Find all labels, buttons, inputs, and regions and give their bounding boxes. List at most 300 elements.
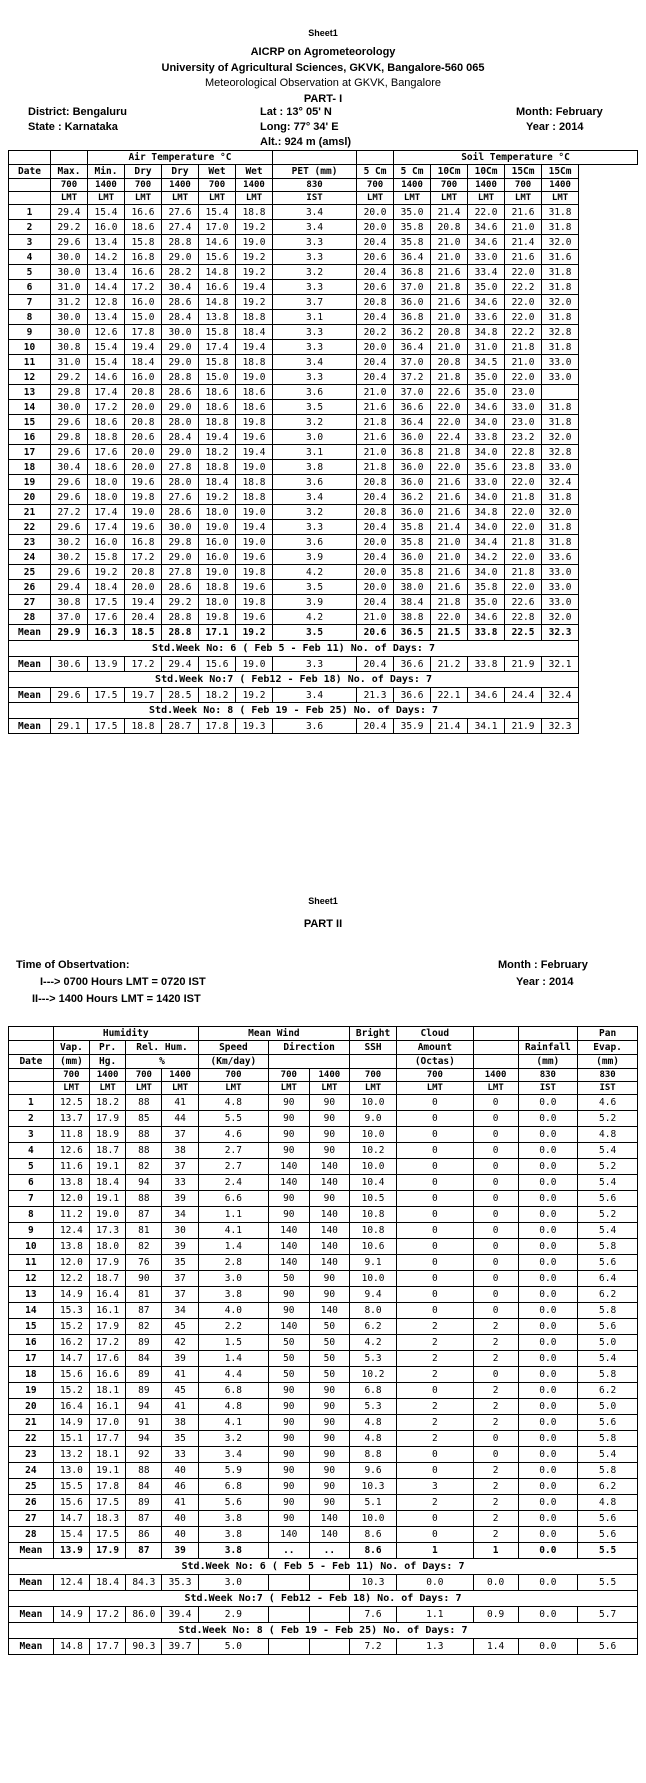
data-cell: 28.2 (162, 265, 199, 280)
data-cell: 2 (396, 1399, 473, 1415)
data-cell: 3.4 (198, 1447, 268, 1463)
std-week-mean-row (9, 1575, 638, 1591)
data-cell: 0 (396, 1463, 473, 1479)
data-cell: 31.0 (51, 355, 88, 370)
data-cell: 39 (162, 1191, 198, 1207)
data-cell: 140 (269, 1527, 310, 1543)
data-cell: 90 (269, 1431, 310, 1447)
lmt-cell: LMT (473, 1082, 518, 1095)
data-cell: 0.0 (518, 1271, 578, 1287)
data-cell: 20.8 (125, 565, 162, 580)
data-cell: 17.3 (90, 1223, 126, 1239)
data-cell: 0 (396, 1159, 473, 1175)
data-cell: 13.8 (199, 310, 236, 325)
data-cell: 0 (396, 1527, 473, 1543)
data-cell: 18.4 (125, 355, 162, 370)
data-cell: 27.2 (51, 505, 88, 520)
data-cell: 16.1 (90, 1399, 126, 1415)
data-cell: 19.8 (236, 565, 273, 580)
data-cell: 0.0 (518, 1191, 578, 1207)
data-cell: 15.4 (88, 355, 125, 370)
lmt-cell: LMT (125, 192, 162, 205)
date-cell: 16 (9, 430, 51, 445)
mean-cell: 36.5 (394, 625, 431, 641)
data-cell: 31.6 (542, 250, 579, 265)
date-cell: 17 (9, 1351, 54, 1367)
std-week-label-row (9, 672, 638, 688)
data-cell: 50 (269, 1351, 310, 1367)
data-cell: 20.4 (357, 355, 394, 370)
lmt-cell: LMT (198, 1082, 268, 1095)
date-cell: 28 (9, 1527, 54, 1543)
data-cell: 18.3 (90, 1511, 126, 1527)
data-cell: 3.4 (273, 490, 357, 505)
mean-cell: 36.6 (394, 688, 431, 703)
mean-cell: 21.2 (431, 657, 468, 672)
data-cell: 46 (162, 1479, 198, 1495)
data-cell: 90 (269, 1127, 310, 1143)
university-name: University of Agricultural Sciences, GKVK, Bangalore-560 065 (161, 62, 485, 74)
data-cell: 20.6 (357, 250, 394, 265)
mean-cell: 17.8 (199, 719, 236, 734)
data-cell: 0 (473, 1127, 518, 1143)
mean-cell: 35.3 (162, 1575, 198, 1591)
date-cell: 7 (9, 1191, 54, 1207)
data-cell: 28.8 (162, 370, 199, 385)
data-cell: 1.4 (198, 1239, 268, 1255)
data-cell: 28.6 (162, 505, 199, 520)
data-cell: 18.4 (199, 475, 236, 490)
data-cell: 3.9 (273, 595, 357, 610)
mean-label: Mean (9, 1543, 54, 1559)
data-cell: 18.7 (90, 1143, 126, 1159)
data-cell: 18.8 (236, 490, 273, 505)
data-cell: 6.8 (350, 1383, 397, 1399)
data-cell: 12.6 (88, 325, 125, 340)
data-cell: 17.8 (90, 1479, 126, 1495)
data-cell: 17.4 (88, 505, 125, 520)
data-cell: 8.8 (350, 1447, 397, 1463)
data-cell: 27.4 (162, 220, 199, 235)
column-header (9, 1041, 54, 1055)
lmt-cell: LMT (88, 192, 125, 205)
data-cell: 3.3 (273, 280, 357, 295)
data-cell: 22.0 (468, 205, 505, 220)
data-cell: 17.5 (90, 1527, 126, 1543)
mean-cell: 19.2 (236, 625, 273, 641)
data-cell: 17.9 (90, 1255, 126, 1271)
table-row (9, 295, 638, 310)
mean-cell: 21.4 (431, 719, 468, 734)
month-label: Month: February (516, 106, 603, 118)
data-cell: 29.6 (51, 490, 88, 505)
data-cell: 29.6 (51, 520, 88, 535)
mean-cell: 3.5 (273, 625, 357, 641)
table-row (9, 220, 638, 235)
data-cell: 12.5 (53, 1095, 89, 1111)
data-cell: 2 (473, 1527, 518, 1543)
data-cell: 36.4 (394, 250, 431, 265)
data-cell: 0.0 (518, 1207, 578, 1223)
data-cell: 22.0 (505, 295, 542, 310)
data-cell: 13.8 (53, 1175, 89, 1191)
data-cell: 28.8 (162, 610, 199, 625)
data-cell: 21.8 (505, 340, 542, 355)
data-cell: 16.0 (88, 535, 125, 550)
table-row (9, 415, 638, 430)
date-cell: 1 (9, 205, 51, 220)
data-cell: 33.0 (542, 355, 579, 370)
data-cell: 0 (396, 1287, 473, 1303)
data-cell: 0 (396, 1111, 473, 1127)
data-cell: 29.0 (162, 250, 199, 265)
data-cell: 140 (269, 1175, 310, 1191)
data-cell: 0 (396, 1175, 473, 1191)
column-header: 5 Cm (357, 165, 394, 179)
table-row (9, 1159, 638, 1175)
data-cell: 34.4 (468, 535, 505, 550)
mean-cell: 28.8 (162, 625, 199, 641)
column-header: Direction (269, 1041, 350, 1055)
data-cell: 5.3 (350, 1351, 397, 1367)
data-cell: 3.4 (273, 205, 357, 220)
std-week-mean-row (9, 1639, 638, 1655)
table-row (9, 340, 638, 355)
data-cell: 40 (162, 1527, 198, 1543)
data-cell: 19.4 (236, 340, 273, 355)
date-cell: 25 (9, 565, 51, 580)
data-cell: 3.3 (273, 250, 357, 265)
data-cell: 22.4 (431, 430, 468, 445)
data-cell: 35.8 (468, 580, 505, 595)
data-cell: 12.0 (53, 1191, 89, 1207)
data-cell: 16.0 (125, 370, 162, 385)
data-cell: 14.6 (88, 370, 125, 385)
data-cell: 35 (162, 1431, 198, 1447)
data-cell: 90 (126, 1271, 162, 1287)
data-cell: 31.8 (542, 520, 579, 535)
table-row (9, 1143, 638, 1159)
date-cell: 5 (9, 1159, 54, 1175)
data-cell: 30 (162, 1223, 198, 1239)
data-cell: 34.8 (468, 325, 505, 340)
data-cell: 20.0 (357, 205, 394, 220)
data-cell: 3.4 (273, 355, 357, 370)
column-header: Rainfall (518, 1041, 578, 1055)
data-cell: 22.0 (431, 460, 468, 475)
data-cell: 90 (269, 1303, 310, 1319)
mean-cell: 17.1 (199, 625, 236, 641)
table-row (9, 520, 638, 535)
data-cell: 20.4 (357, 265, 394, 280)
data-cell: 15.8 (199, 355, 236, 370)
data-cell: 23.0 (505, 415, 542, 430)
data-cell: 0 (473, 1431, 518, 1447)
data-cell: 1.1 (198, 1207, 268, 1223)
lmt-cell: LMT (350, 1082, 397, 1095)
data-cell: 15.8 (88, 550, 125, 565)
data-cell: 50 (309, 1319, 350, 1335)
data-cell: 20.0 (125, 445, 162, 460)
mean-label: Mean (9, 688, 51, 703)
data-cell: 16.1 (90, 1303, 126, 1319)
column-header-row (9, 165, 638, 179)
date-cell: 18 (9, 460, 51, 475)
data-cell: 19.2 (199, 490, 236, 505)
mean-cell: 17.5 (88, 688, 125, 703)
date-cell: 19 (9, 1383, 54, 1399)
data-cell: 21.0 (357, 385, 394, 400)
date-cell: 10 (9, 1239, 54, 1255)
data-cell: 35.0 (468, 385, 505, 400)
data-cell: 3 (396, 1479, 473, 1495)
time-cell: 700 (51, 179, 88, 192)
mean-cell: 3.8 (198, 1543, 268, 1559)
data-cell: 18.8 (199, 580, 236, 595)
data-cell: 10.0 (350, 1159, 397, 1175)
data-cell: 90 (309, 1191, 350, 1207)
data-cell: 140 (309, 1511, 350, 1527)
data-cell: 13.7 (53, 1111, 89, 1127)
data-cell: 6.4 (578, 1271, 638, 1287)
data-cell: 41 (162, 1095, 198, 1111)
data-cell: 19.0 (236, 505, 273, 520)
data-cell: 0.0 (518, 1303, 578, 1319)
mean-cell: 16.3 (88, 625, 125, 641)
data-cell: 28.0 (162, 475, 199, 490)
mean-cell: 19.2 (236, 688, 273, 703)
data-cell: 90 (309, 1495, 350, 1511)
data-cell: 5.4 (578, 1447, 638, 1463)
data-cell: 6.8 (198, 1383, 268, 1399)
data-cell: 17.9 (90, 1111, 126, 1127)
data-cell: 34.0 (468, 445, 505, 460)
data-cell: 50 (309, 1351, 350, 1367)
date-cell: 23 (9, 535, 51, 550)
date-cell: 27 (9, 595, 51, 610)
data-cell: 3.8 (198, 1511, 268, 1527)
data-cell: 5.4 (578, 1143, 638, 1159)
data-cell: 17.9 (90, 1319, 126, 1335)
data-cell: 30.2 (51, 550, 88, 565)
data-cell: 37.0 (394, 355, 431, 370)
table-row (9, 535, 638, 550)
data-cell: 88 (126, 1463, 162, 1479)
data-cell: 18.8 (236, 355, 273, 370)
data-cell: 140 (309, 1239, 350, 1255)
date-cell: 12 (9, 370, 51, 385)
table-row (9, 550, 638, 565)
column-unit: Hg. (90, 1055, 126, 1069)
column-header: Speed (198, 1041, 268, 1055)
data-cell: 28.6 (162, 580, 199, 595)
data-cell: 0 (473, 1447, 518, 1463)
data-cell: 2.2 (198, 1319, 268, 1335)
data-cell: 15.6 (53, 1367, 89, 1383)
data-cell: 18.8 (88, 430, 125, 445)
date-cell: 12 (9, 1271, 54, 1287)
data-cell: 15.6 (53, 1495, 89, 1511)
column-header-row (9, 1041, 638, 1055)
table-row (9, 310, 638, 325)
data-cell (542, 385, 579, 400)
data-cell: 5.6 (198, 1495, 268, 1511)
data-cell: 18.0 (88, 490, 125, 505)
date-cell: 24 (9, 550, 51, 565)
data-cell: 76 (126, 1255, 162, 1271)
data-cell: 20.4 (357, 550, 394, 565)
data-cell: 36.8 (394, 310, 431, 325)
table-row (9, 1495, 638, 1511)
data-cell: 22.0 (431, 400, 468, 415)
data-cell: 32.8 (542, 445, 579, 460)
mean-cell: 0.0 (518, 1639, 578, 1655)
year-label-2: Year : 2014 (516, 976, 574, 988)
data-cell: 14.4 (88, 280, 125, 295)
data-cell: 0.0 (518, 1495, 578, 1511)
data-cell: 90 (269, 1287, 310, 1303)
mean-cell: 39.4 (162, 1607, 198, 1623)
data-cell: 140 (309, 1207, 350, 1223)
data-cell: 32.0 (542, 505, 579, 520)
data-cell: 30.0 (51, 400, 88, 415)
column-header: 5 Cm (394, 165, 431, 179)
data-cell: 16.0 (199, 550, 236, 565)
data-cell: 17.4 (199, 340, 236, 355)
data-cell: 4.1 (198, 1223, 268, 1239)
table-row (9, 460, 638, 475)
mean-cell: 5.0 (198, 1639, 268, 1655)
column-header: Max. (51, 165, 88, 179)
data-cell: 19.4 (125, 595, 162, 610)
header-blank (473, 1027, 518, 1041)
data-cell: 18.1 (90, 1383, 126, 1399)
table-row (9, 1367, 638, 1383)
data-cell: 27.6 (162, 205, 199, 220)
data-cell: 5.8 (578, 1303, 638, 1319)
table-row (9, 475, 638, 490)
data-cell: 0.0 (518, 1127, 578, 1143)
data-cell: 3.5 (273, 400, 357, 415)
data-cell: 89 (126, 1335, 162, 1351)
data-cell: 4.8 (198, 1095, 268, 1111)
data-cell: 3.3 (273, 340, 357, 355)
data-cell: 21.8 (431, 370, 468, 385)
data-cell: 10.3 (350, 1479, 397, 1495)
table-row (9, 1239, 638, 1255)
time-cell: 1400 (88, 179, 125, 192)
data-cell: 3.8 (198, 1287, 268, 1303)
data-cell: 90 (269, 1095, 310, 1111)
data-cell: 16.2 (53, 1335, 89, 1351)
data-cell: 21.8 (357, 460, 394, 475)
data-cell: 4.4 (198, 1367, 268, 1383)
data-cell: 18.7 (90, 1271, 126, 1287)
data-cell: 20.4 (357, 310, 394, 325)
mean-cell: 1 (473, 1543, 518, 1559)
mean-cell: 20.4 (357, 719, 394, 734)
data-cell: 38.0 (394, 580, 431, 595)
data-cell: 22.0 (505, 370, 542, 385)
data-cell: 21.8 (505, 490, 542, 505)
data-cell: 30.4 (51, 460, 88, 475)
table-row (9, 205, 638, 220)
time-cell: 700 (350, 1069, 397, 1082)
data-cell: 14.8 (199, 265, 236, 280)
mean-cell: 5.5 (578, 1543, 638, 1559)
data-cell: 3.1 (273, 445, 357, 460)
mean-cell: 29.6 (51, 688, 88, 703)
data-cell: 16.6 (90, 1367, 126, 1383)
date-cell: 13 (9, 1287, 54, 1303)
data-cell: 21.0 (505, 355, 542, 370)
data-cell: 18.8 (236, 310, 273, 325)
data-cell: 13.4 (88, 265, 125, 280)
date-cell: 24 (9, 1463, 54, 1479)
data-cell: 35.8 (394, 565, 431, 580)
data-cell: 20.4 (357, 595, 394, 610)
mean-cell: 39 (162, 1543, 198, 1559)
data-cell: 15.4 (53, 1527, 89, 1543)
data-cell: 18.6 (236, 400, 273, 415)
data-cell: 30.8 (51, 340, 88, 355)
data-cell: 50 (269, 1367, 310, 1383)
data-cell: 4.1 (198, 1415, 268, 1431)
data-cell: 5.6 (578, 1415, 638, 1431)
data-cell: 90 (269, 1479, 310, 1495)
data-cell: 4.8 (350, 1431, 397, 1447)
data-cell: 87 (126, 1303, 162, 1319)
data-cell: 17.8 (125, 325, 162, 340)
data-cell: 14.2 (88, 250, 125, 265)
data-cell: 18.2 (90, 1095, 126, 1111)
data-cell: 18.6 (236, 385, 273, 400)
data-cell: 3.3 (273, 325, 357, 340)
data-cell: 10.5 (350, 1191, 397, 1207)
data-cell: 39 (162, 1239, 198, 1255)
mean-cell (309, 1639, 350, 1655)
data-cell: 12.8 (88, 295, 125, 310)
data-cell: 0.0 (518, 1335, 578, 1351)
column-header: Dry (125, 165, 162, 179)
date-cell: 8 (9, 1207, 54, 1223)
data-cell: 3.2 (273, 505, 357, 520)
data-cell: 13.4 (88, 235, 125, 250)
data-cell: 21.6 (505, 250, 542, 265)
mean-cell: .. (269, 1543, 310, 1559)
data-cell: 90 (309, 1479, 350, 1495)
data-cell: 88 (126, 1127, 162, 1143)
data-cell: 19.6 (236, 610, 273, 625)
data-cell: 21.8 (431, 445, 468, 460)
data-cell: 36.8 (394, 265, 431, 280)
data-cell: 21.6 (357, 430, 394, 445)
lmt-row (9, 1082, 638, 1095)
data-cell: 17.2 (125, 280, 162, 295)
data-cell: 5.8 (578, 1431, 638, 1447)
data-cell: 19.0 (236, 370, 273, 385)
lmt-row (9, 192, 638, 205)
header-blank (357, 151, 394, 165)
data-cell: 0.0 (518, 1367, 578, 1383)
data-cell: 90 (269, 1111, 310, 1127)
year-label: Year : 2014 (526, 121, 584, 133)
date-cell: 8 (9, 310, 51, 325)
data-cell: 31.8 (542, 535, 579, 550)
data-cell: 32.4 (542, 475, 579, 490)
data-cell: 90 (309, 1431, 350, 1447)
mean-cell: 0.0 (518, 1607, 578, 1623)
